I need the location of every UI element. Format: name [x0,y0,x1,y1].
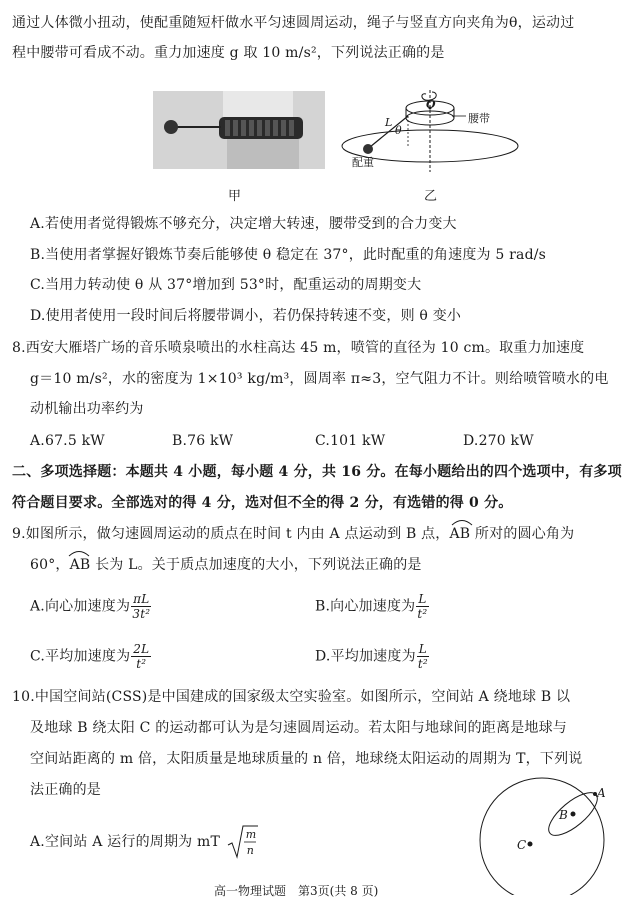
diagram-label-C: C [517,838,527,852]
page-footer: 高一物理试题 第3页(共 8 页) [214,884,379,898]
intro-line-1: 通过人体微小扭动，使配重随短杆做水平匀速圆周运动，绳子与竖直方向夹角为θ，运动过 [12,15,575,31]
figure-jia-photo [153,91,325,169]
q8-option-b: B.76 kW [172,433,234,449]
q7-option-b: B.当使用者掌握好锻炼节奏后能够使 θ 稳定在 37°，此时配重的角速度为 5 rad/s [30,247,547,263]
q8-line-2: g＝10 m/s²，水的密度为 1×10³ kg/m³，圆周率 π≈3，空气阻力不计。则给喷管喷水的电 [30,371,609,387]
section2-line-2: 符合题目要求。全部选对的得 4 分，选对但不全的得 2 分，有选错的得 0 分。 [12,495,513,511]
q8-line-1: 8.西安大雁塔广场的音乐喷泉喷出的水柱高达 45 m，喷管的直径为 10 cm。取重力加速度 [12,340,585,356]
figure-label-O: O [426,98,436,111]
diagram-label-B: B [559,808,568,822]
figure-yi-caption: 乙 [424,189,438,204]
q10-line-1: 10.中国空间站(CSS)是中国建成的国家级太空实验室。如图所示，空间站 A 绕地球 B 以 [12,689,571,705]
q7-option-d: D.使用者使用一段时间后将腰带调小，若仍保持转速不变，则 θ 变小 [30,308,462,324]
figure-label-belt: 腰带 [468,112,490,125]
arc-mark-icon [450,518,474,526]
q9-option-a: A.向心加速度为 $\frac{\pi L}{\text{3t²}}$ [30,592,151,621]
arc-mark-icon [67,549,91,557]
q10-option-a: A.空间站 A 运行的周期为 mT m n [30,825,259,859]
section2-line-1: 二、多项选择题：本题共 4 小题，每小题 4 分，共 16 分。在每小题给出的四个选项中，有多项 [12,464,622,480]
q10-line-2: 及地球 B 绕太阳 C 的运动都可认为是匀速圆周运动。若太阳与地球间的距离是地球与 [30,720,567,736]
q8-line-3: 动机输出功率约为 [30,401,144,417]
figure-jia-caption: 甲 [228,189,242,204]
q7-option-c: C.当用力转动使 θ 从 37°增加到 53°时，配重运动的周期变大 [30,277,422,293]
figure-label-theta: θ [395,124,402,137]
q8-option-d: D.270 kW [463,433,534,449]
diagram-label-A: A [597,786,606,800]
q8-option-c: C.101 kW [315,433,386,449]
q9-option-d: D.平均加速度为 $\frac{L}{\text{t²}}$ [315,642,428,671]
q10-line-4: 法正确的是 [30,782,101,798]
q9-option-b: B.向心加速度为 $\frac{L}{\text{t²}}$ [315,592,428,621]
q9-line-2: 60°，AB 长为 L。关于质点加速度的大小，下列说法正确的是 [30,557,422,573]
q8-option-a: A.67.5 kW [30,433,105,449]
q9-option-c: C.平均加速度为 $\frac{2L}{\text{t²}}$ [30,642,150,671]
figure-label-L: L [385,116,393,129]
q10-line-3: 空间站距离的 m 倍，太阳质量是地球质量的 n 倍，地球绕太阳运动的周期为 T，下列说 [30,751,583,767]
q9-line-1: 9.如图所示，做匀速圆周运动的质点在时间 t 内由 A 点运动到 B 点，AB 所对的圆心角为 [12,526,575,542]
intro-line-2: 程中腰带可看成不动。重力加速度 g 取 10 m/s²，下列说法正确的是 [12,45,445,61]
q7-option-a: A.若使用者觉得锻炼不够充分，决定增大转速，腰带受到的合力变大 [30,216,457,232]
figure-label-weight: 配重 [352,156,374,169]
